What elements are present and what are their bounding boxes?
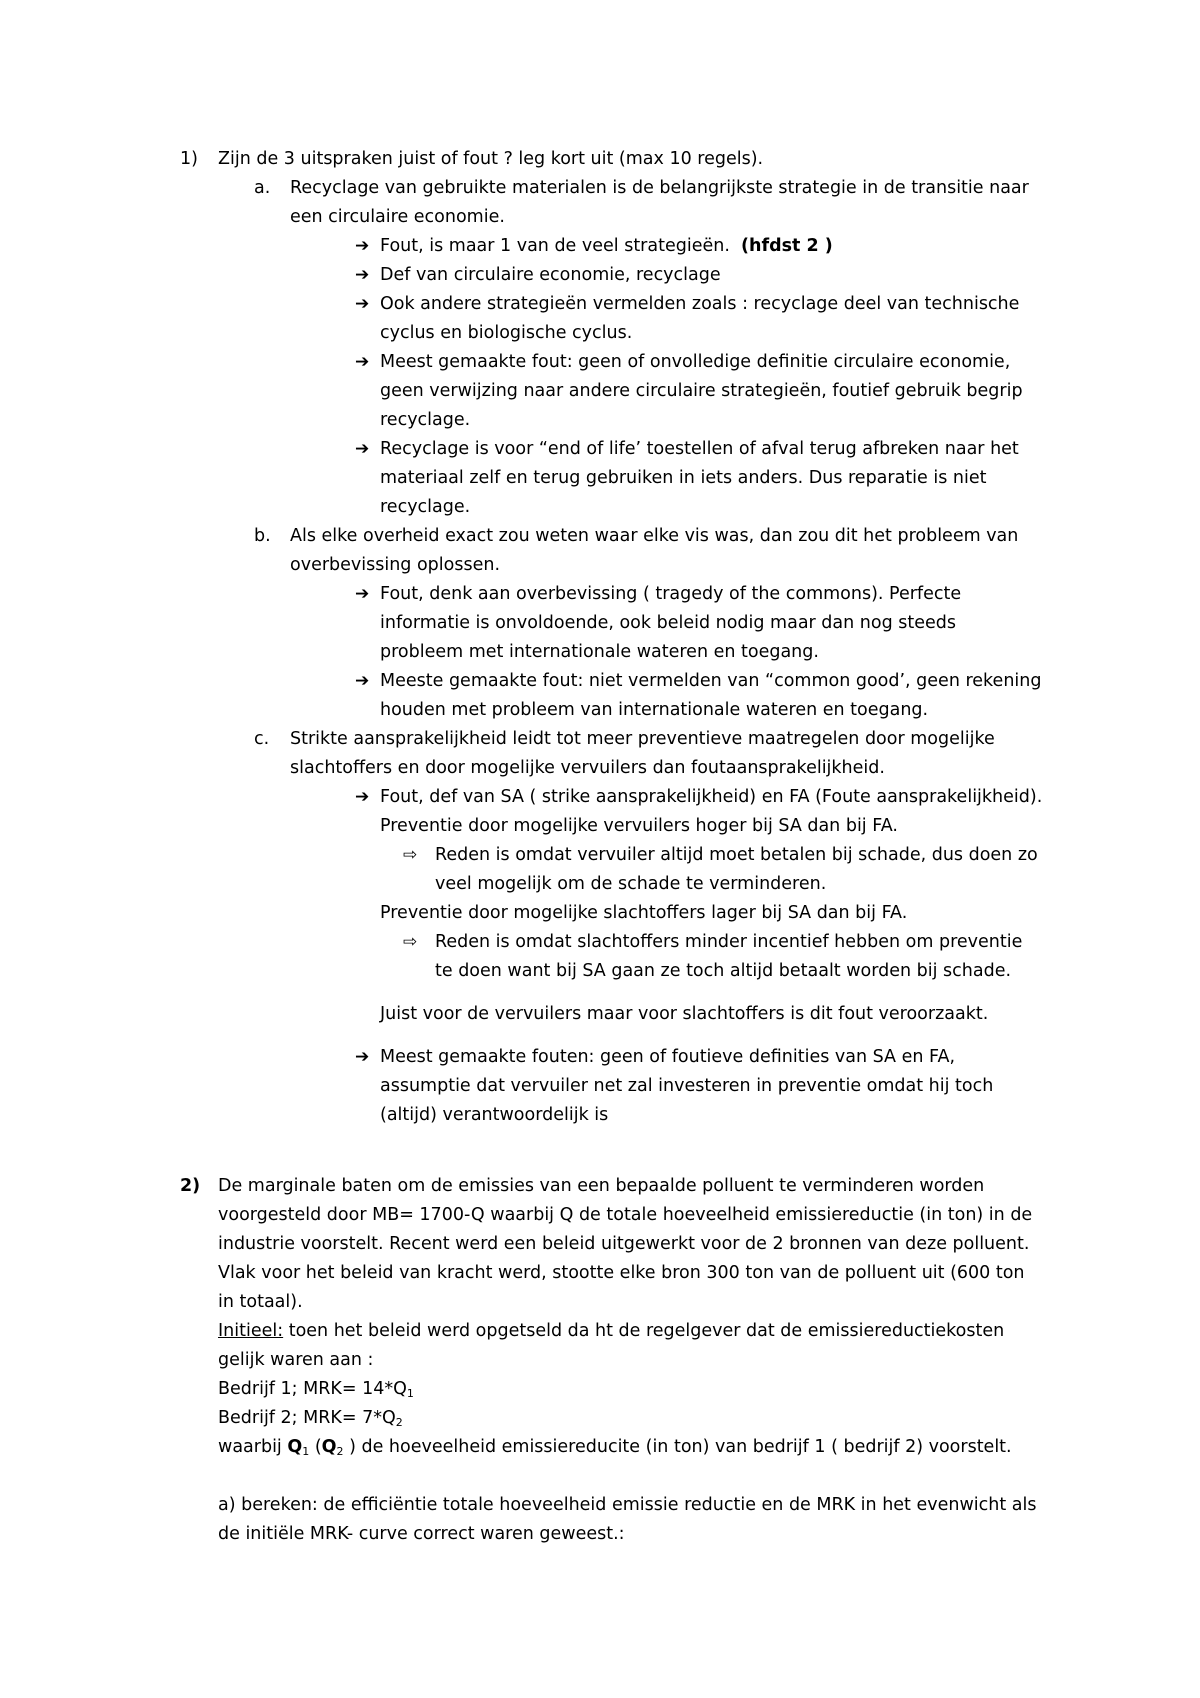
item-b-statement-line: Als elke overheid exact zou weten waar elke vis was, dan zou dit het probleem van bbox=[290, 526, 1019, 546]
item-b-marker: b. bbox=[254, 526, 271, 546]
arrow-right-icon: ➔ bbox=[355, 265, 370, 285]
bullet-text: Ook andere strategieën vermelden zoals : recyclage deel van technische bbox=[380, 294, 1020, 314]
conclusion-text: Juist voor de vervuilers maar voor slachtoffers is dit fout veroorzaakt. bbox=[380, 1004, 989, 1024]
arrow-right-icon: ➔ bbox=[355, 787, 370, 807]
sub-bullet-text: veel mogelijk om de schade te verminderen. bbox=[435, 874, 827, 894]
bullet-text: Preventie door mogelijke vervuilers hoger bij SA dan bij FA. bbox=[380, 816, 898, 836]
arrow-right-icon: ➔ bbox=[355, 584, 370, 604]
bullet-text: Meest gemaakte fout: geen of onvolledige definitie circulaire economie, bbox=[380, 352, 1011, 372]
bullet-text: Preventie door mogelijke slachtoffers lager bij SA dan bij FA. bbox=[380, 903, 908, 923]
question-2-text-line: in totaal). bbox=[218, 1292, 303, 1312]
bullet-text: Fout, is maar 1 van de veel strategieën. (hfdst 2 ) bbox=[380, 236, 833, 256]
bullet-text: Recyclage is voor “end of life’ toestellen of afval terug afbreken naar het bbox=[380, 439, 1019, 459]
bullet-text: Meeste gemaakte fout: niet vermelden van “common good’, geen rekening bbox=[380, 671, 1042, 691]
question-2-number: 2) bbox=[180, 1176, 201, 1196]
hollow-arrow-right-icon: ⇨ bbox=[403, 845, 418, 865]
bullet-text: Def van circulaire economie, recyclage bbox=[380, 265, 721, 285]
item-c-statement-line: Strikte aansprakelijkheid leidt tot meer preventieve maatregelen door mogelijke bbox=[290, 729, 995, 749]
initieel-line: Initieel: toen het beleid werd opgetseld da ht de regelgever dat de emissiereductiekosten bbox=[218, 1321, 1005, 1341]
item-a-statement-line: een circulaire economie. bbox=[290, 207, 505, 227]
initieel-line-2: gelijk waren aan : bbox=[218, 1350, 374, 1370]
bedrijf-1-equation: Bedrijf 1; $MRK= 14*Q_1$ bbox=[218, 1379, 414, 1400]
hollow-arrow-right-icon: ⇨ bbox=[403, 932, 418, 952]
bullet-text: (altijd) verantwoordelijk is bbox=[380, 1105, 609, 1125]
sub-bullet-text: te doen want bij SA gaan ze toch altijd betaalt worden bij schade. bbox=[435, 961, 1012, 981]
bullet-text: recyclage. bbox=[380, 497, 471, 517]
initieel-label: Initieel: bbox=[218, 1321, 284, 1341]
bullet-text: informatie is onvoldoende, ook beleid nodig maar dan nog steeds bbox=[380, 613, 957, 633]
arrow-right-icon: ➔ bbox=[355, 294, 370, 314]
question-1-number: 1) bbox=[180, 149, 198, 169]
arrow-right-icon: ➔ bbox=[355, 236, 370, 256]
bullet-text: probleem met internationale wateren en toegang. bbox=[380, 642, 819, 662]
subquestion-a-line: a) bereken: de efficiëntie totale hoeveelheid emissie reductie en de MRK in het evenwicht als bbox=[218, 1495, 1037, 1515]
item-c-statement-line: slachtoffers en door mogelijke vervuilers dan foutaansprakelijkheid. bbox=[290, 758, 885, 778]
question-2-text-line: voorgesteld door MB= 1700-Q waarbij Q de totale hoeveelheid emissiereductie (in ton) in de bbox=[218, 1205, 1033, 1225]
item-a-statement-line: Recyclage van gebruikte materialen is de belangrijkste strategie in de transitie naar bbox=[290, 178, 1029, 198]
subquestion-a-line: de initiële MRK- curve correct waren geweest.: bbox=[218, 1524, 625, 1544]
sub-bullet-text: Reden is omdat vervuiler altijd moet betalen bij schade, dus doen zo bbox=[435, 845, 1038, 865]
question-1-prompt: Zijn de 3 uitspraken juist of fout ? leg kort uit (max 10 regels). bbox=[218, 149, 764, 169]
waarbij-line: waarbij $Q_1$ ($Q_2$ ) de hoeveelheid emissiereducite (in ton) van bedrijf 1 ( bedrijf 2) voorstelt. bbox=[218, 1437, 1012, 1458]
bullet-text: Fout, denk aan overbevissing ( tragedy of the commons). Perfecte bbox=[380, 584, 962, 604]
arrow-right-icon: ➔ bbox=[355, 671, 370, 691]
sub-bullet-text: Reden is omdat slachtoffers minder incentief hebben om preventie bbox=[435, 932, 1023, 952]
arrow-right-icon: ➔ bbox=[355, 352, 370, 372]
bullet-text: cyclus en biologische cyclus. bbox=[380, 323, 633, 343]
bullet-text: Meest gemaakte fouten: geen of foutieve definities van SA en FA, bbox=[380, 1047, 956, 1067]
bedrijf-2-equation: Bedrijf 2; $MRK= 7*Q_2$ bbox=[218, 1408, 403, 1429]
question-2-text-line: Vlak voor het beleid van kracht werd, stootte elke bron 300 ton van de polluent uit (600 ton bbox=[218, 1263, 1025, 1283]
bullet-text: assumptie dat vervuiler net zal investeren in preventie omdat hij toch bbox=[380, 1076, 994, 1096]
question-2-text-line: De marginale baten om de emissies van een bepaalde polluent te verminderen worden bbox=[218, 1176, 985, 1196]
arrow-right-icon: ➔ bbox=[355, 1047, 370, 1067]
bullet-text: houden met probleem van internationale wateren en toegang. bbox=[380, 700, 929, 720]
question-2-text-line: industrie voorstelt. Recent werd een beleid uitgewerkt voor de 2 bronnen van deze polluent. bbox=[218, 1234, 1030, 1254]
item-a-marker: a. bbox=[254, 178, 271, 198]
bullet-text: geen verwijzing naar andere circulaire strategieën, foutief gebruik begrip bbox=[380, 381, 1023, 401]
bullet-text: recyclage. bbox=[380, 410, 471, 430]
item-b-statement-line: overbevissing oplossen. bbox=[290, 555, 501, 575]
arrow-right-icon: ➔ bbox=[355, 439, 370, 459]
bullet-text: materiaal zelf en terug gebruiken in iets anders. Dus reparatie is niet bbox=[380, 468, 987, 488]
bullet-text: Fout, def van SA ( strike aansprakelijkheid) en FA (Foute aansprakelijkheid). bbox=[380, 787, 1043, 807]
item-c-marker: c. bbox=[254, 729, 270, 749]
